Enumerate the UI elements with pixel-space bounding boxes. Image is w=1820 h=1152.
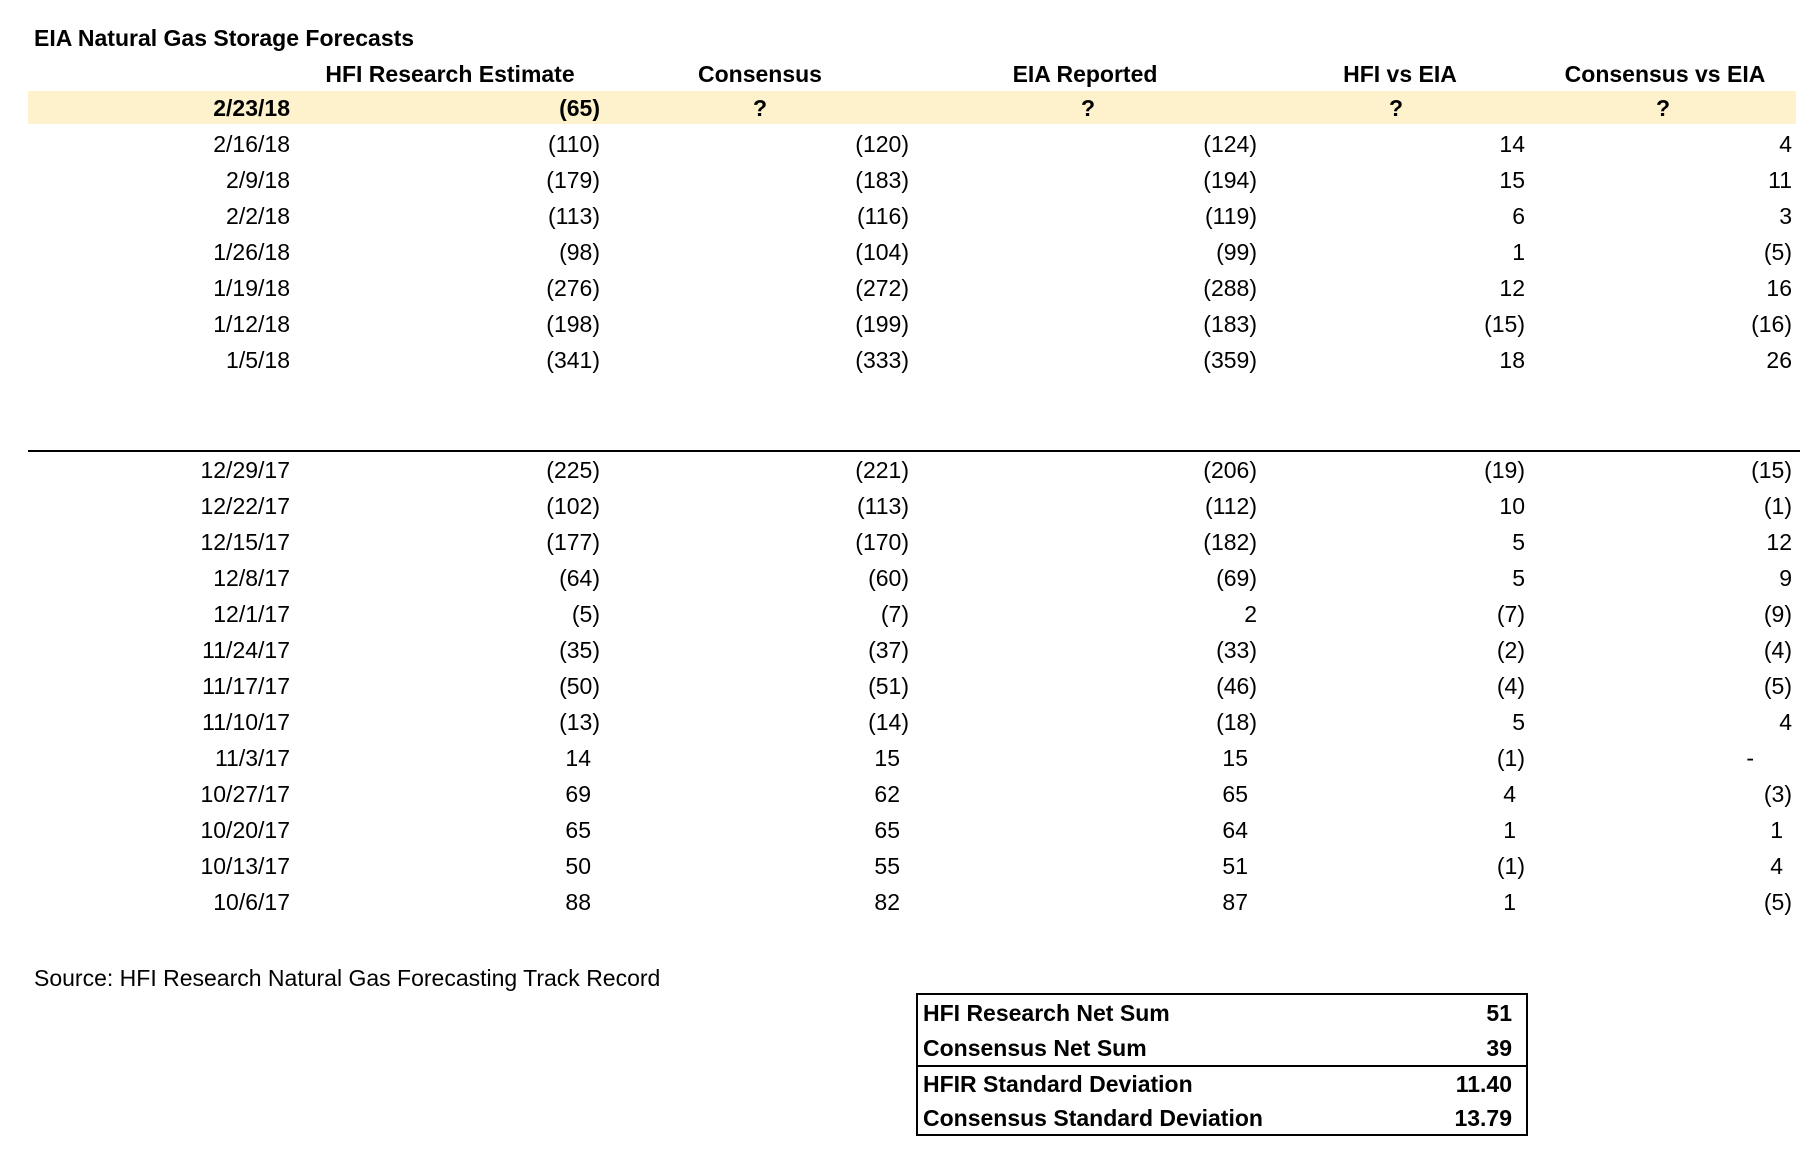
cell-consensus: 62 bbox=[874, 781, 900, 807]
cell-hfi: 50 bbox=[565, 853, 591, 879]
table-row bbox=[0, 704, 1820, 740]
cell-hfi-vs-eia: (1) bbox=[1496, 853, 1525, 879]
cell-hfi: (113) bbox=[548, 203, 600, 229]
cell-consensus-vs-eia: 4 bbox=[1779, 131, 1792, 157]
cell-date: 12/22/17 bbox=[200, 493, 290, 519]
table-title: EIA Natural Gas Storage Forecasts bbox=[34, 25, 415, 51]
table-row bbox=[0, 452, 1820, 488]
table-row bbox=[0, 632, 1820, 668]
table-row bbox=[0, 234, 1820, 270]
cell-hfi-vs-eia: 5 bbox=[1512, 709, 1525, 735]
table-row bbox=[0, 884, 1820, 920]
cell-consensus: (113) bbox=[857, 493, 909, 519]
cell-consensus-vs-eia: 3 bbox=[1779, 203, 1792, 229]
table-row bbox=[0, 776, 1820, 812]
cell-consensus-vs-eia: 26 bbox=[1766, 347, 1792, 373]
cell-consensus: 65 bbox=[874, 817, 900, 843]
table-row bbox=[0, 848, 1820, 884]
cell-consensus-vs-eia: 11 bbox=[1768, 167, 1792, 193]
cell-eia: (18) bbox=[1216, 709, 1257, 735]
cell-consensus: 55 bbox=[874, 853, 900, 879]
cell-hfi-vs-eia: (4) bbox=[1496, 673, 1525, 699]
cell-date: 12/1/17 bbox=[213, 601, 290, 627]
cell-eia: (69) bbox=[1216, 565, 1257, 591]
cell-date: 12/15/17 bbox=[200, 529, 290, 555]
cell-eia: (46) bbox=[1216, 673, 1257, 699]
cell-consensus-vs-eia: (5) bbox=[1763, 889, 1792, 915]
cell-hfi-vs-eia: 15 bbox=[1499, 167, 1525, 193]
cell-hfi: (179) bbox=[546, 167, 600, 193]
cell-consensus-vs-eia: 16 bbox=[1766, 275, 1792, 301]
cell-hfi-vs-eia: 1 bbox=[1503, 817, 1516, 843]
cell-consensus: (116) bbox=[857, 203, 909, 229]
cell-eia: 64 bbox=[1222, 817, 1248, 843]
summary-box bbox=[916, 993, 1528, 1136]
summary-row bbox=[918, 1066, 1526, 1102]
table-row bbox=[0, 812, 1820, 848]
cell-consensus: (183) bbox=[855, 167, 909, 193]
cell-date: 1/26/18 bbox=[213, 239, 290, 265]
summary-label: Consensus Net Sum bbox=[923, 1035, 1147, 1061]
summary-label: HFI Research Net Sum bbox=[923, 1000, 1170, 1026]
cell-hfi-vs-eia: 6 bbox=[1512, 203, 1525, 229]
cell-hfi: (13) bbox=[559, 709, 600, 735]
cell-consensus: (170) bbox=[855, 529, 909, 555]
cell-date: 11/24/17 bbox=[202, 637, 290, 663]
cell-consensus: (199) bbox=[855, 311, 909, 337]
cell-hfi-vs-eia: 18 bbox=[1499, 347, 1525, 373]
cell-consensus-vs-eia: (15) bbox=[1751, 457, 1792, 483]
table-row bbox=[0, 342, 1820, 378]
cell-hfi: (102) bbox=[546, 493, 600, 519]
summary-value: 13.79 bbox=[1454, 1105, 1512, 1131]
upcoming-row bbox=[0, 90, 1820, 126]
cell-consensus: 82 bbox=[874, 889, 900, 915]
cell-consensus: ? bbox=[752, 95, 768, 121]
summary-row bbox=[918, 1100, 1526, 1136]
cell-hfi-vs-eia: 4 bbox=[1503, 781, 1516, 807]
cell-consensus: (104) bbox=[855, 239, 909, 265]
cell-hfi: 14 bbox=[565, 745, 591, 771]
cell-consensus-vs-eia: (16) bbox=[1751, 311, 1792, 337]
cell-hfi: (177) bbox=[546, 529, 600, 555]
cell-eia: (119) bbox=[1205, 203, 1257, 229]
cell-consensus: (120) bbox=[855, 131, 909, 157]
table-row bbox=[0, 198, 1820, 234]
cell-consensus-vs-eia: (4) bbox=[1763, 637, 1792, 663]
cell-hfi-vs-eia: 5 bbox=[1512, 529, 1525, 555]
header-consensus: Consensus bbox=[698, 61, 822, 87]
header-hfi-vs-eia: HFI vs EIA bbox=[1343, 61, 1457, 87]
summary-value: 51 bbox=[1486, 1000, 1512, 1026]
cell-eia: (33) bbox=[1216, 637, 1257, 663]
cell-hfi: 69 bbox=[565, 781, 591, 807]
cell-date: 2/23/18 bbox=[213, 95, 290, 121]
cell-hfi-vs-eia: (19) bbox=[1484, 457, 1525, 483]
cell-hfi: (276) bbox=[546, 275, 600, 301]
cell-consensus-vs-eia: (9) bbox=[1763, 601, 1792, 627]
cell-eia: ? bbox=[1080, 95, 1096, 121]
cell-date: 2/16/18 bbox=[213, 131, 290, 157]
source-note: Source: HFI Research Natural Gas Forecasting Track Record bbox=[34, 965, 661, 991]
cell-date: 10/13/17 bbox=[200, 853, 290, 879]
summary-label: HFIR Standard Deviation bbox=[923, 1071, 1193, 1097]
cell-consensus-vs-eia: 9 bbox=[1779, 565, 1792, 591]
cell-hfi: (110) bbox=[548, 131, 600, 157]
cell-consensus-vs-eia: 4 bbox=[1779, 709, 1792, 735]
header-consensus-vs-eia: Consensus vs EIA bbox=[1564, 61, 1766, 87]
cell-consensus-vs-eia: - bbox=[1746, 745, 1754, 771]
cell-consensus-vs-eia: ? bbox=[1655, 95, 1671, 121]
cell-date: 1/5/18 bbox=[226, 347, 290, 373]
cell-date: 10/6/17 bbox=[213, 889, 290, 915]
cell-consensus: (60) bbox=[868, 565, 909, 591]
cell-consensus: (221) bbox=[855, 457, 909, 483]
cell-eia: (112) bbox=[1205, 493, 1257, 519]
cell-eia: (288) bbox=[1203, 275, 1257, 301]
cell-hfi: (98) bbox=[559, 239, 600, 265]
cell-consensus: (37) bbox=[868, 637, 909, 663]
cell-hfi: (64) bbox=[559, 565, 600, 591]
cell-eia: (359) bbox=[1203, 347, 1257, 373]
cell-hfi-vs-eia: 14 bbox=[1499, 131, 1525, 157]
cell-eia: (183) bbox=[1203, 311, 1257, 337]
cell-date: 11/17/17 bbox=[202, 673, 290, 699]
cell-eia: (194) bbox=[1203, 167, 1257, 193]
cell-hfi: 65 bbox=[565, 817, 591, 843]
cell-hfi-vs-eia: 1 bbox=[1503, 889, 1516, 915]
summary-value: 39 bbox=[1486, 1035, 1512, 1061]
cell-hfi-vs-eia: 5 bbox=[1512, 565, 1525, 591]
cell-consensus: (333) bbox=[855, 347, 909, 373]
summary-value: 11.40 bbox=[1455, 1071, 1512, 1097]
cell-consensus: 15 bbox=[874, 745, 900, 771]
cell-consensus-vs-eia: (5) bbox=[1763, 673, 1792, 699]
cell-hfi: (65) bbox=[559, 95, 600, 121]
cell-hfi: (50) bbox=[559, 673, 600, 699]
cell-hfi-vs-eia: (2) bbox=[1496, 637, 1525, 663]
cell-date: 11/10/17 bbox=[202, 709, 290, 735]
summary-row bbox=[918, 1030, 1526, 1066]
cell-eia: 87 bbox=[1222, 889, 1248, 915]
cell-eia: 15 bbox=[1222, 745, 1248, 771]
cell-hfi-vs-eia: (1) bbox=[1496, 745, 1525, 771]
cell-consensus-vs-eia: 4 bbox=[1770, 853, 1783, 879]
cell-eia: (182) bbox=[1203, 529, 1257, 555]
cell-hfi: (225) bbox=[546, 457, 600, 483]
cell-consensus: (272) bbox=[855, 275, 909, 301]
cell-date: 12/8/17 bbox=[213, 565, 290, 591]
cell-consensus-vs-eia: (1) bbox=[1763, 493, 1792, 519]
table-row bbox=[0, 306, 1820, 342]
header-eia-reported: EIA Reported bbox=[1012, 61, 1158, 87]
cell-date: 1/19/18 bbox=[213, 275, 290, 301]
cell-eia: 2 bbox=[1244, 601, 1257, 627]
summary-row bbox=[918, 995, 1526, 1031]
cell-consensus-vs-eia: 1 bbox=[1770, 817, 1783, 843]
cell-hfi-vs-eia: ? bbox=[1388, 95, 1404, 121]
table-row bbox=[0, 488, 1820, 524]
cell-hfi: 88 bbox=[565, 889, 591, 915]
cell-hfi-vs-eia: (15) bbox=[1484, 311, 1525, 337]
cell-date: 11/3/17 bbox=[214, 745, 290, 771]
table-row bbox=[0, 524, 1820, 560]
cell-date: 12/29/17 bbox=[200, 457, 290, 483]
header-hfi: HFI Research Estimate bbox=[325, 61, 575, 87]
table-row bbox=[0, 162, 1820, 198]
cell-date: 1/12/18 bbox=[213, 311, 290, 337]
table-row bbox=[0, 560, 1820, 596]
cell-date: 10/27/17 bbox=[200, 781, 290, 807]
cell-consensus-vs-eia: (3) bbox=[1763, 781, 1792, 807]
cell-hfi: (341) bbox=[546, 347, 600, 373]
table-row bbox=[0, 740, 1820, 776]
table-row bbox=[0, 596, 1820, 632]
cell-hfi: (198) bbox=[546, 311, 600, 337]
cell-eia: (99) bbox=[1216, 239, 1257, 265]
cell-consensus-vs-eia: (5) bbox=[1763, 239, 1792, 265]
cell-hfi-vs-eia: 10 bbox=[1499, 493, 1525, 519]
table-row bbox=[0, 126, 1820, 162]
cell-eia: (124) bbox=[1203, 131, 1257, 157]
cell-consensus: (51) bbox=[868, 673, 909, 699]
cell-consensus-vs-eia: 12 bbox=[1766, 529, 1792, 555]
cell-date: 2/2/18 bbox=[226, 203, 290, 229]
cell-hfi-vs-eia: 12 bbox=[1499, 275, 1525, 301]
cell-hfi-vs-eia: (7) bbox=[1496, 601, 1525, 627]
cell-eia: 51 bbox=[1222, 853, 1248, 879]
cell-hfi: (5) bbox=[571, 601, 600, 627]
cell-consensus: (14) bbox=[868, 709, 909, 735]
cell-date: 2/9/18 bbox=[226, 167, 290, 193]
cell-consensus: (7) bbox=[880, 601, 909, 627]
cell-eia: (206) bbox=[1203, 457, 1257, 483]
cell-date: 10/20/17 bbox=[200, 817, 290, 843]
table-row bbox=[0, 668, 1820, 704]
cell-hfi: (35) bbox=[559, 637, 600, 663]
cell-hfi-vs-eia: 1 bbox=[1512, 239, 1525, 265]
cell-eia: 65 bbox=[1222, 781, 1248, 807]
summary-label: Consensus Standard Deviation bbox=[923, 1105, 1263, 1131]
table-row bbox=[0, 270, 1820, 306]
